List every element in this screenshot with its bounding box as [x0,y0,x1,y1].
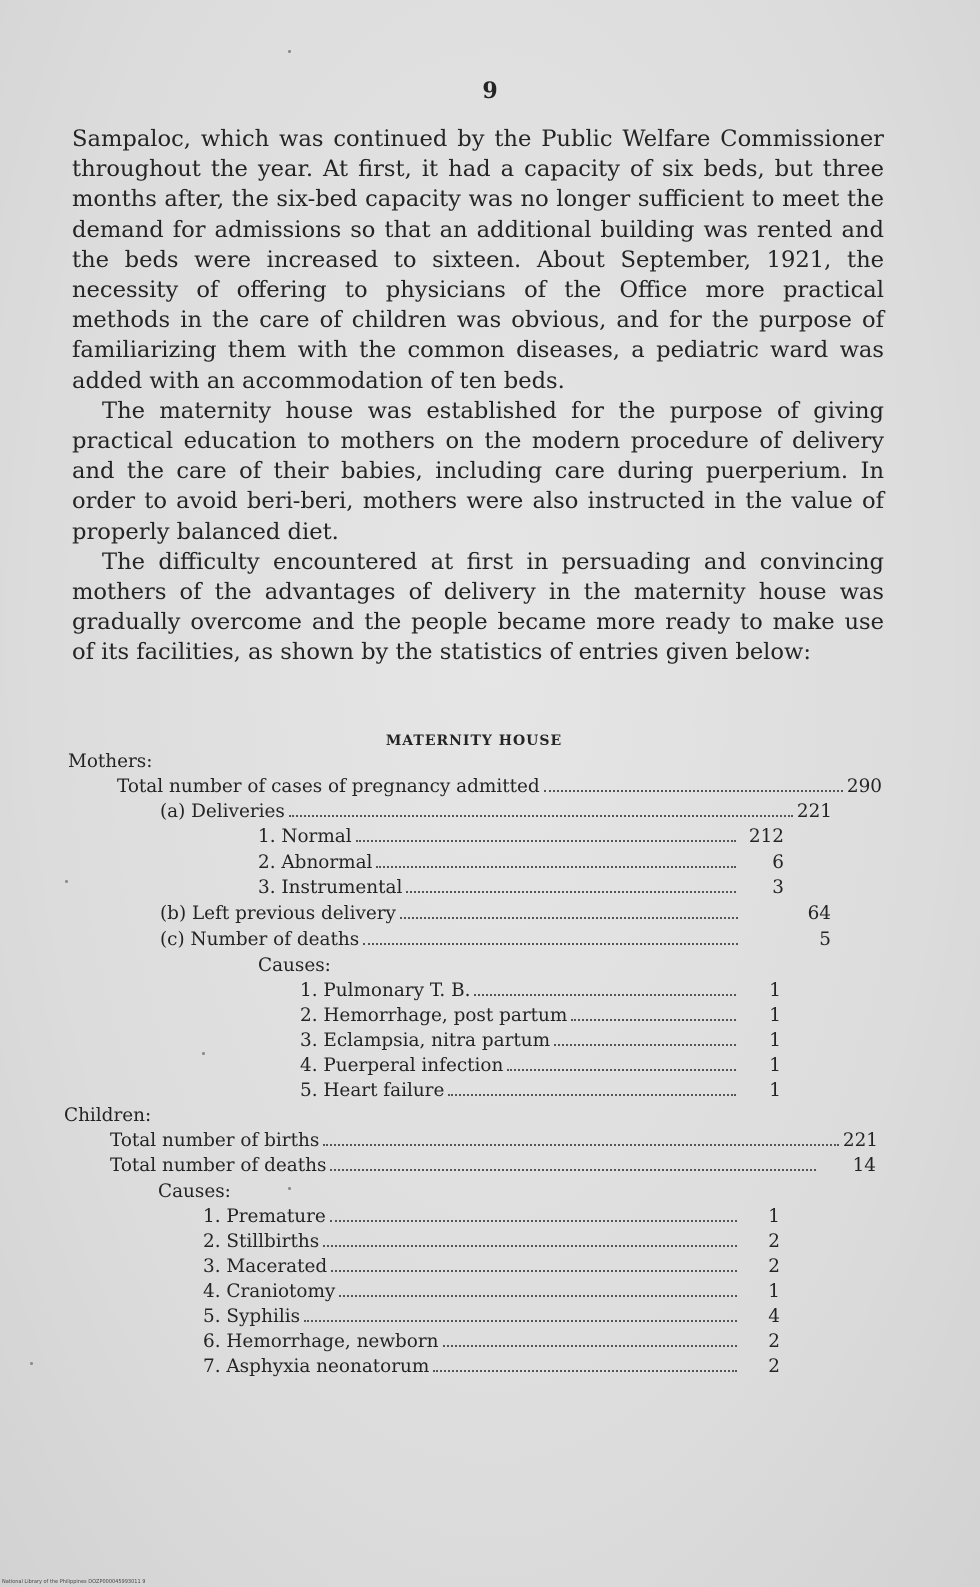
leader-dots [339,1295,737,1297]
leader-dots [507,1069,736,1071]
leader-dots [304,1320,737,1322]
leader-dots [443,1345,737,1347]
delivery-item-row [258,876,736,900]
delivery-item-label: 1. Normal [258,826,352,847]
mother-cause-row [300,1079,736,1103]
deliveries-value: 221 [796,801,832,822]
mother-cause-row [300,979,736,1003]
leader-dots [433,1370,737,1372]
scan-speck [30,1362,33,1365]
left-previous-value: 64 [807,903,831,924]
scan-speck [288,50,291,53]
child-cause-row [203,1230,737,1254]
child-cause-label: 2. Stillbirths [203,1231,320,1252]
total-pregnancy-row [117,775,882,799]
leader-dots [323,1144,839,1146]
leader-dots [356,840,736,842]
mother-causes-heading: Causes: [258,955,331,976]
mother-cause-value: 1 [769,1080,781,1101]
child-cause-row [203,1280,737,1304]
mother-cause-label: 5. Heart failure [300,1080,445,1101]
child-cause-row [203,1330,737,1354]
mother-cause-value: 1 [769,1055,781,1076]
delivery-item-value: 212 [748,826,784,847]
delivery-item-value: 3 [772,877,784,898]
total-child-deaths-value: 14 [852,1155,876,1176]
mother-deaths-value: 5 [819,929,831,950]
child-cause-label: 3. Macerated [203,1256,328,1277]
library-footer: National Library of the Philippines DOZP000045993011 9 [2,1579,146,1585]
mother-cause-label: 2. Hemorrhage, post partum [300,1005,568,1026]
total-births-row [110,1129,878,1153]
mother-cause-row [300,1029,736,1053]
leader-dots [448,1094,736,1096]
mother-deaths-label: (c) Number of deaths [160,929,360,950]
total-births-value: 221 [842,1130,878,1151]
child-cause-label: 4. Craniotomy [203,1281,336,1302]
scan-speck [202,1052,205,1055]
child-causes-heading: Causes: [158,1181,231,1202]
child-cause-value: 1 [768,1281,780,1302]
paragraph-difficulty: The difficulty encountered at first in persuading and convincing mothers of the advantages of delivery in the maternity house was gradually overcome and the people became more ready to make use of its facilities, as shown by the statistics of entries given below: [72,548,884,666]
child-cause-value: 2 [768,1356,780,1377]
leader-dots [330,1220,737,1222]
delivery-item-row [258,825,736,849]
child-cause-label: 7. Asphyxia neonatorum [203,1356,430,1377]
child-cause-label: 1. Premature [203,1206,326,1227]
mother-cause-label: 1. Pulmonary T. B. [300,980,471,1001]
total-child-deaths-row [110,1154,816,1178]
leader-dots [554,1044,736,1046]
paragraph-continuation: Sampaloc, which was continued by the Public Welfare Commissioner throughout the year. At first, it had a capacity of six beds, but three months after, the six-bed capacity was no longer sufficient to meet the demand for admissions so that an additional building was rented and the beds were increased to sixteen. About September, 1921, the necessity of offering to physicians of the Office more practical methods in the care of children was obvious, and for the purpose of familiarizing them with the common diseases, a pediatric ward was added with an accommodation of ten beds. [72,126,884,394]
child-cause-value: 2 [768,1231,780,1252]
children-heading: Children: [64,1105,152,1126]
table-title: MATERNITY HOUSE [385,733,563,749]
delivery-item-label: 2. Abnormal [258,852,373,873]
scan-speck [288,1187,291,1190]
delivery-item-label: 3. Instrumental [258,877,403,898]
child-cause-row [203,1205,737,1229]
leader-dots [474,994,736,996]
mother-deaths-row [160,928,738,952]
leader-dots [376,866,736,868]
deliveries-row [160,800,832,824]
left-previous-label: (b) Left previous delivery [160,903,396,924]
leader-dots [400,917,738,919]
paragraph-maternity-house: The maternity house was established for the purpose of giving practical education to mothers on the modern procedure of delivery and the care of their babies, including care during puerperium. In order to avoid beri-beri, mothers were also instructed in the value of properly balanced diet. [72,397,884,545]
total-births-label: Total number of births [110,1130,320,1151]
leader-dots [289,815,793,817]
total-pregnancy-value: 290 [846,776,882,797]
mother-cause-value: 1 [769,1030,781,1051]
leader-dots [331,1270,737,1272]
child-cause-row [203,1305,737,1329]
child-cause-label: 6. Hemorrhage, newborn [203,1331,439,1352]
leader-dots [406,891,736,893]
delivery-item-value: 6 [772,852,784,873]
mother-cause-value: 1 [769,980,781,1001]
leader-dots [330,1169,816,1171]
mother-cause-row [300,1054,736,1078]
mother-cause-label: 3. Eclampsia, nitra partum [300,1030,551,1051]
leader-dots [544,790,843,792]
mother-cause-row [300,1004,736,1028]
page-number: 9 [482,78,498,104]
leader-dots [363,943,738,945]
child-cause-value: 2 [768,1331,780,1352]
leader-dots [323,1245,737,1247]
deliveries-label: (a) Deliveries [160,801,285,822]
child-cause-row [203,1255,737,1279]
delivery-item-row [258,851,736,875]
child-cause-value: 2 [768,1256,780,1277]
child-cause-label: 5. Syphilis [203,1306,301,1327]
child-cause-value: 4 [768,1306,780,1327]
total-child-deaths-label: Total number of deaths [110,1155,327,1176]
mother-cause-value: 1 [769,1005,781,1026]
leader-dots [571,1019,736,1021]
left-previous-row [160,902,738,926]
total-pregnancy-label: Total number of cases of pregnancy admitted [117,776,540,797]
child-cause-row [203,1355,737,1379]
child-cause-value: 1 [768,1206,780,1227]
mothers-heading: Mothers: [68,751,153,772]
scan-speck [65,880,68,883]
mother-cause-label: 4. Puerperal infection [300,1055,504,1076]
